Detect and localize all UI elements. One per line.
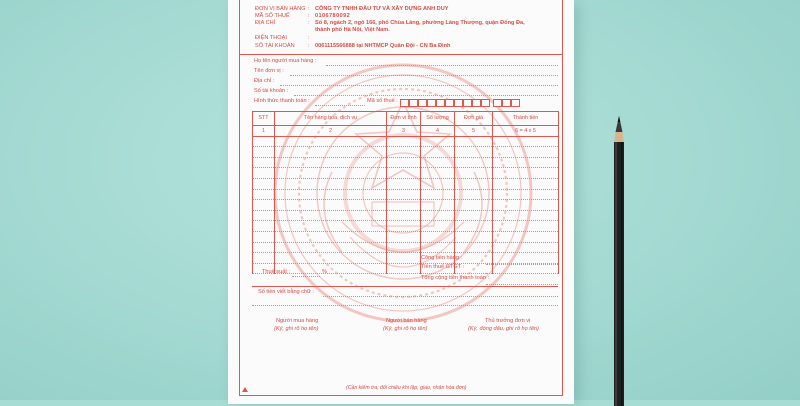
table-cell [387,189,421,200]
table-cell [455,147,493,158]
invoice-paper [228,0,574,404]
buyer-signature-note: (Ký, ghi rõ họ tên) [274,326,319,332]
table-row [253,178,559,189]
index-cell: 1 [253,126,275,137]
table-cell [421,231,455,242]
tax-digit-box [511,99,520,107]
tax-digit-box [472,99,481,107]
index-cell: 3 [387,126,421,137]
table-row [253,210,559,221]
buyer-unit-line [290,75,558,76]
table-cell [253,231,275,242]
seller-unit-colon: : [308,6,310,12]
table-cell [493,189,559,200]
table-cell [275,157,387,168]
table-row [253,200,559,211]
table-cell [455,242,493,253]
tax-digit-box [400,99,409,107]
table-cell [455,168,493,179]
table-cell [421,147,455,158]
table-cell [493,136,559,147]
table-row [253,253,559,264]
table-cell [253,168,275,179]
table-cell [421,168,455,179]
seller-tax-value: 0106780092 [315,12,351,19]
seller-tax-colon: : [308,13,310,19]
seller-tax-label: MÃ SỐ THUẾ [255,13,290,19]
tax-digit-box [463,99,472,107]
table-cell [493,157,559,168]
header-unit-price: Đơn giá [455,112,493,126]
table-cell [455,221,493,232]
index-cell: 2 [275,126,387,137]
tax-digit-box [409,99,418,107]
table-cell [387,221,421,232]
table-cell [387,253,421,264]
grand-total-line [486,284,558,285]
table-cell [275,263,387,274]
table-cell [275,189,387,200]
seller-signature-role: Người bán hàng [386,318,427,324]
table-cell [421,189,455,200]
tax-digit-box [454,99,463,107]
totals-divider [252,286,558,287]
pencil [612,116,626,406]
header-unit: Đơn vị tính [387,112,421,126]
table-cell [493,242,559,253]
table-row [253,168,559,179]
table-cell [387,200,421,211]
seller-address-colon: : [308,20,310,26]
buyer-payment-label: Hình thức thanh toán : [254,98,310,104]
amount-in-words-line [323,296,558,297]
index-cell: 5 [455,126,493,137]
table-cell [455,231,493,242]
buyer-account-label: Số tài khoản : [254,88,289,94]
table-cell [493,168,559,179]
tax-digit-box [493,99,502,107]
warning-icon [242,387,248,392]
table-row [253,147,559,158]
header-quantity: Số lượng [421,112,455,126]
table-cell [275,147,387,158]
table-cell [253,147,275,158]
table-row [253,189,559,200]
seller-phone-label: ĐIỆN THOẠI [255,35,287,41]
buyer-signature-role: Người mua hàng [276,318,319,324]
buyer-account-line [294,95,558,96]
seller-account-label: SỐ TÀI KHOẢN [255,43,295,49]
seller-address-line1: Số 8, ngách 2, ngõ 166, phố Chùa Láng, phường Láng Thượng, quận Đống Đa, [315,19,525,26]
tax-digit-box [427,99,436,107]
table-cell [387,231,421,242]
table-cell [275,231,387,242]
table-cell [275,200,387,211]
table-cell [275,253,387,264]
table-cell [275,168,387,179]
table-cell [421,200,455,211]
table-cell [493,231,559,242]
table-cell [493,253,559,264]
buyer-name-label: Họ tên người mua hàng : [254,58,317,64]
table-cell [253,210,275,221]
table-cell [455,178,493,189]
buyer-tax-label: Mã số thuế : [367,98,398,104]
table-cell [421,242,455,253]
items-table [252,111,559,274]
table-row [253,136,559,147]
table-cell [387,157,421,168]
table-row [253,231,559,242]
header-divider [239,54,563,55]
header-stt: STT [253,112,275,126]
table-cell [253,136,275,147]
footer-note: (Cần kiểm tra, đối chiếu khi lập, giao, nhận hóa đơn) [346,385,467,391]
table-cell [253,178,275,189]
table-cell [421,221,455,232]
tax-digit-box [445,99,454,107]
table-cell [253,189,275,200]
table-cell [253,253,275,264]
table-row [253,157,559,168]
header-item-name: Tên hàng hóa, dịch vụ [275,112,387,126]
vat-rate-label: Thuế suất : [262,269,290,275]
tax-digit-box [481,99,490,107]
table-cell [275,221,387,232]
goods-total-line [486,264,558,265]
buyer-name-line [326,65,558,66]
table-cell [275,242,387,253]
goods-total-label: Cộng tiền hàng : [421,255,463,261]
table-cell [493,178,559,189]
head-signature-role: Thủ trưởng đơn vị [485,318,531,324]
table-cell [455,200,493,211]
seller-unit-label: ĐƠN VỊ BÁN HÀNG [255,6,306,12]
table-index-row [253,126,559,137]
buyer-address-label: Địa chỉ : [254,78,275,84]
table-cell [387,178,421,189]
grand-total-label: Tổng cộng tiền thanh toán : [421,275,490,281]
table-cell [455,136,493,147]
buyer-payment-line [315,105,365,106]
table-cell [455,157,493,168]
table-cell [493,200,559,211]
table-cell [421,210,455,221]
table-cell [275,178,387,189]
seller-address-line2: thành phố Hà Nội, Việt Nam. [315,26,390,33]
tax-digit-box [502,99,511,107]
table-cell [253,242,275,253]
table-cell [493,210,559,221]
table-row [253,242,559,253]
buyer-unit-label: Tên đơn vị : [254,68,284,74]
table-cell [275,136,387,147]
table-cell [493,221,559,232]
table-cell [387,147,421,158]
seller-phone-colon: : [308,35,310,41]
amount-in-words-line-2 [252,305,558,306]
seller-account-colon: : [308,43,310,49]
table-cell [421,136,455,147]
table-cell [253,221,275,232]
vat-amount-line [486,273,558,274]
tax-digit-box [418,99,427,107]
seller-account-value: 0061115566888 tại NHTMCP Quân Đội - CN Ba Đình [315,42,451,49]
buyer-address-line [280,85,558,86]
table-cell [387,242,421,253]
table-cell [455,210,493,221]
tax-digit-box [436,99,445,107]
table-cell [253,200,275,211]
table-cell [387,263,421,274]
vat-rate-line [292,276,320,277]
table-cell [387,168,421,179]
table-cell [421,157,455,168]
seller-signature-note: (Ký, ghi rõ họ tên) [383,326,428,332]
amount-in-words-label: Số tiền viết bằng chữ : [258,289,314,295]
table-cell [387,136,421,147]
seller-unit-value: CÔNG TY TNHH ĐẦU TƯ VÀ XÂY DỰNG ANH DUY [315,5,449,12]
table-cell [253,157,275,168]
table-cell [493,147,559,158]
vat-percent-sign: % [322,269,327,275]
index-cell: 4 [421,126,455,137]
index-cell: 6 = 4 x 5 [493,126,559,137]
seller-address-label: ĐỊA CHỈ [255,20,276,26]
table-cell [455,189,493,200]
header-amount: Thành tiền [493,112,559,126]
vat-amount-label: Tiền thuế GTGT : [421,264,465,270]
table-cell [421,178,455,189]
table-cell [387,210,421,221]
table-cell [275,210,387,221]
table-header-row [253,112,559,126]
table-row [253,221,559,232]
head-signature-note: (Ký, đóng dấu, ghi rõ họ tên) [468,326,539,332]
